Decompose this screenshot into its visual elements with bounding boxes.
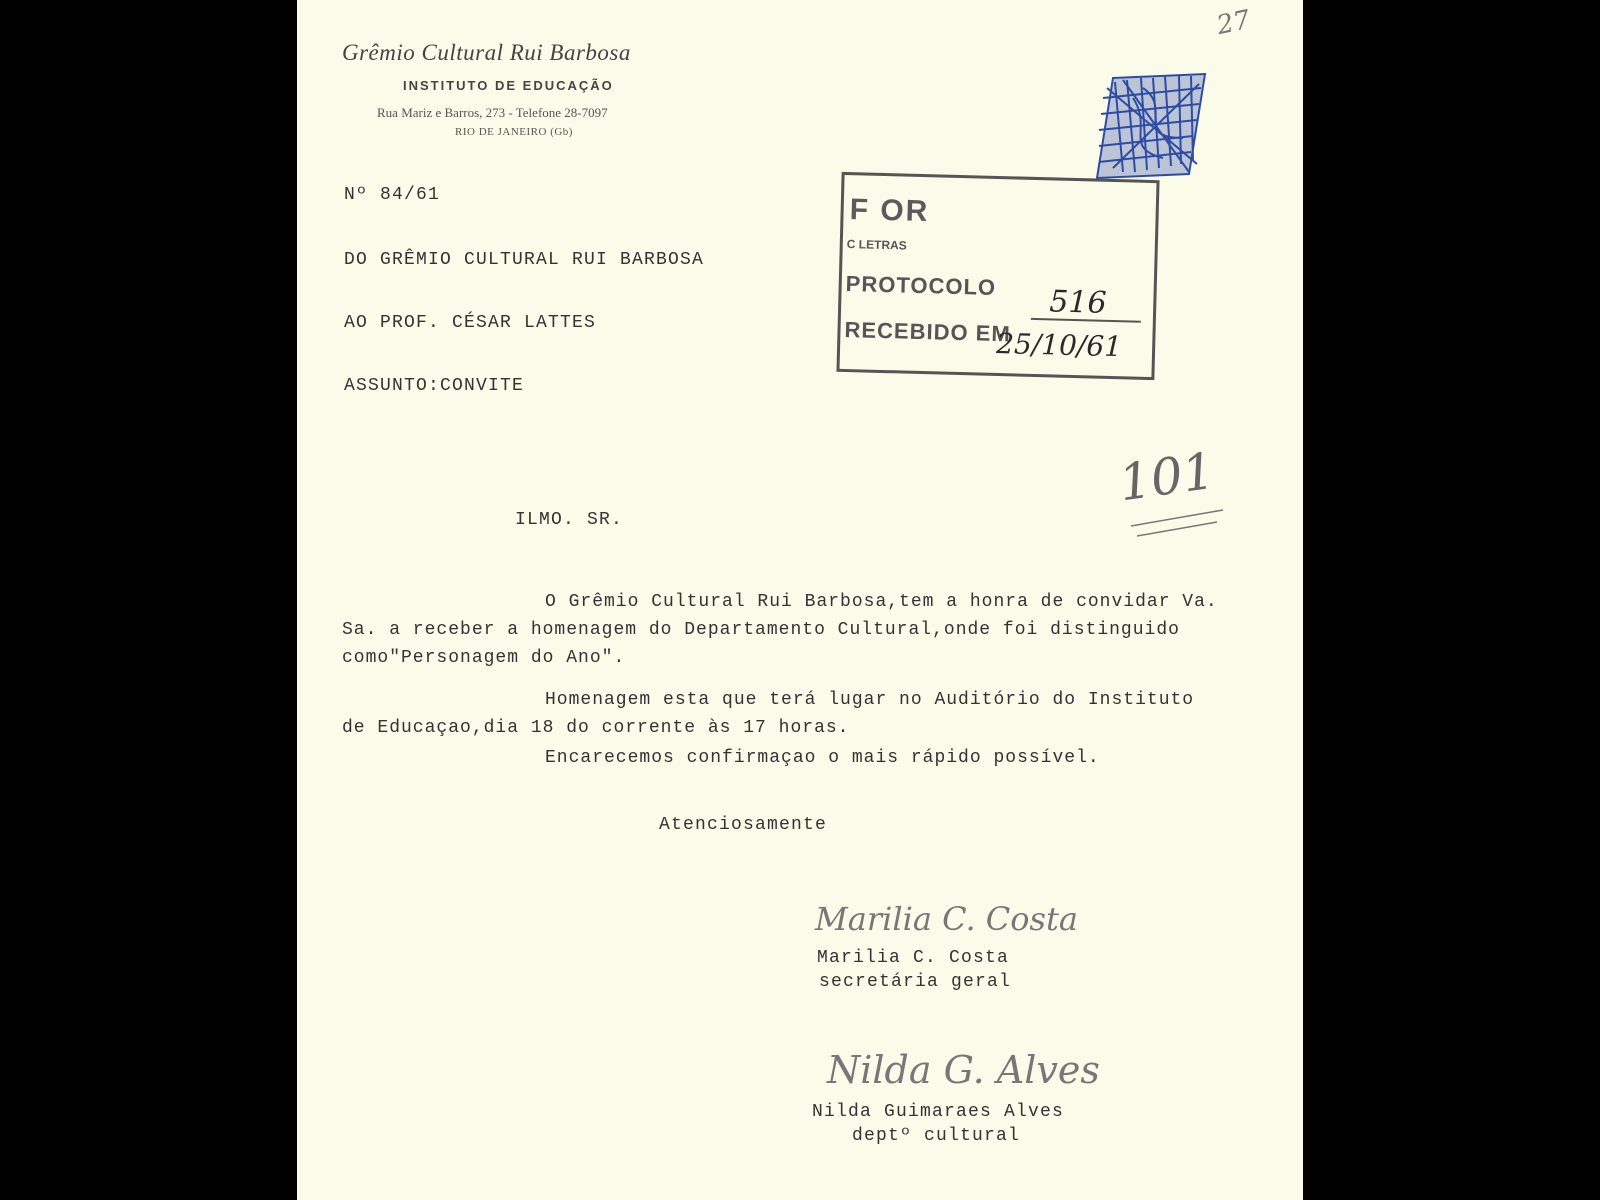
salutation: ILMO. SR. — [515, 510, 624, 530]
letterhead-city: RIO DE JANEIRO (Gb) — [455, 126, 573, 138]
body-line-5: de Educaçao,dia 18 do corrente às 17 horas. — [342, 718, 850, 738]
body-line-3: como"Personagem do Ano". — [342, 648, 626, 668]
signature-2-handwritten: Nilda G. Alves — [827, 1048, 1100, 1092]
signature-2-role: deptº cultural — [852, 1126, 1021, 1146]
received-stamp — [836, 172, 1159, 380]
signature-1-name: Marilia C. Costa — [817, 948, 1010, 968]
signature-1-handwritten: Marilia C. Costa — [815, 900, 1078, 938]
page-number-annotation: 27 — [1214, 4, 1253, 42]
signature-1-role: secretária geral — [819, 972, 1012, 992]
body-line-6: Encarecemos confirmaçao o mais rápido possível. — [545, 748, 1100, 768]
stamp-line1: F OR — [849, 193, 930, 229]
blue-scribble-mark — [1093, 68, 1209, 184]
closing: Atenciosamente — [659, 815, 828, 835]
letterhead-address: Rua Mariz e Barros, 273 - Telefone 28-7097 — [377, 105, 608, 120]
body-line-1: O Grêmio Cultural Rui Barbosa,tem a honra de convidar Va. — [545, 592, 1218, 612]
handwritten-number: 101 — [1115, 441, 1219, 513]
subject-line: ASSUNTO:CONVITE — [344, 376, 525, 396]
body-line-4: Homenagem esta que terá lugar no Auditório do Instituto — [545, 690, 1195, 710]
stamp-received-label: RECEBIDO EM — [844, 317, 1012, 347]
body-line-2: Sa. a receber a homenagem do Departamento Cultural,onde foi distinguido — [342, 620, 1180, 640]
stamp-protocol-label: PROTOCOLO — [845, 271, 997, 300]
stamp-received-date: 25/10/61 — [995, 326, 1123, 364]
letterhead-name: Grêmio Cultural Rui Barbosa — [342, 40, 631, 65]
stamp-protocol-number: 516 — [1048, 284, 1108, 321]
document-number: Nº 84/61 — [344, 185, 441, 205]
document-page — [297, 0, 1303, 1200]
signature-2-name: Nilda Guimaraes Alves — [812, 1102, 1065, 1122]
handwritten-underline — [1127, 500, 1227, 540]
to-line: AO PROF. CÉSAR LATTES — [344, 313, 597, 333]
letterhead-institute: INSTITUTO DE EDUCAÇÃO — [403, 78, 614, 93]
from-line: DO GRÊMIO CULTURAL RUI BARBOSA — [344, 250, 705, 270]
stamp-line2: C LETRAS — [846, 237, 907, 253]
